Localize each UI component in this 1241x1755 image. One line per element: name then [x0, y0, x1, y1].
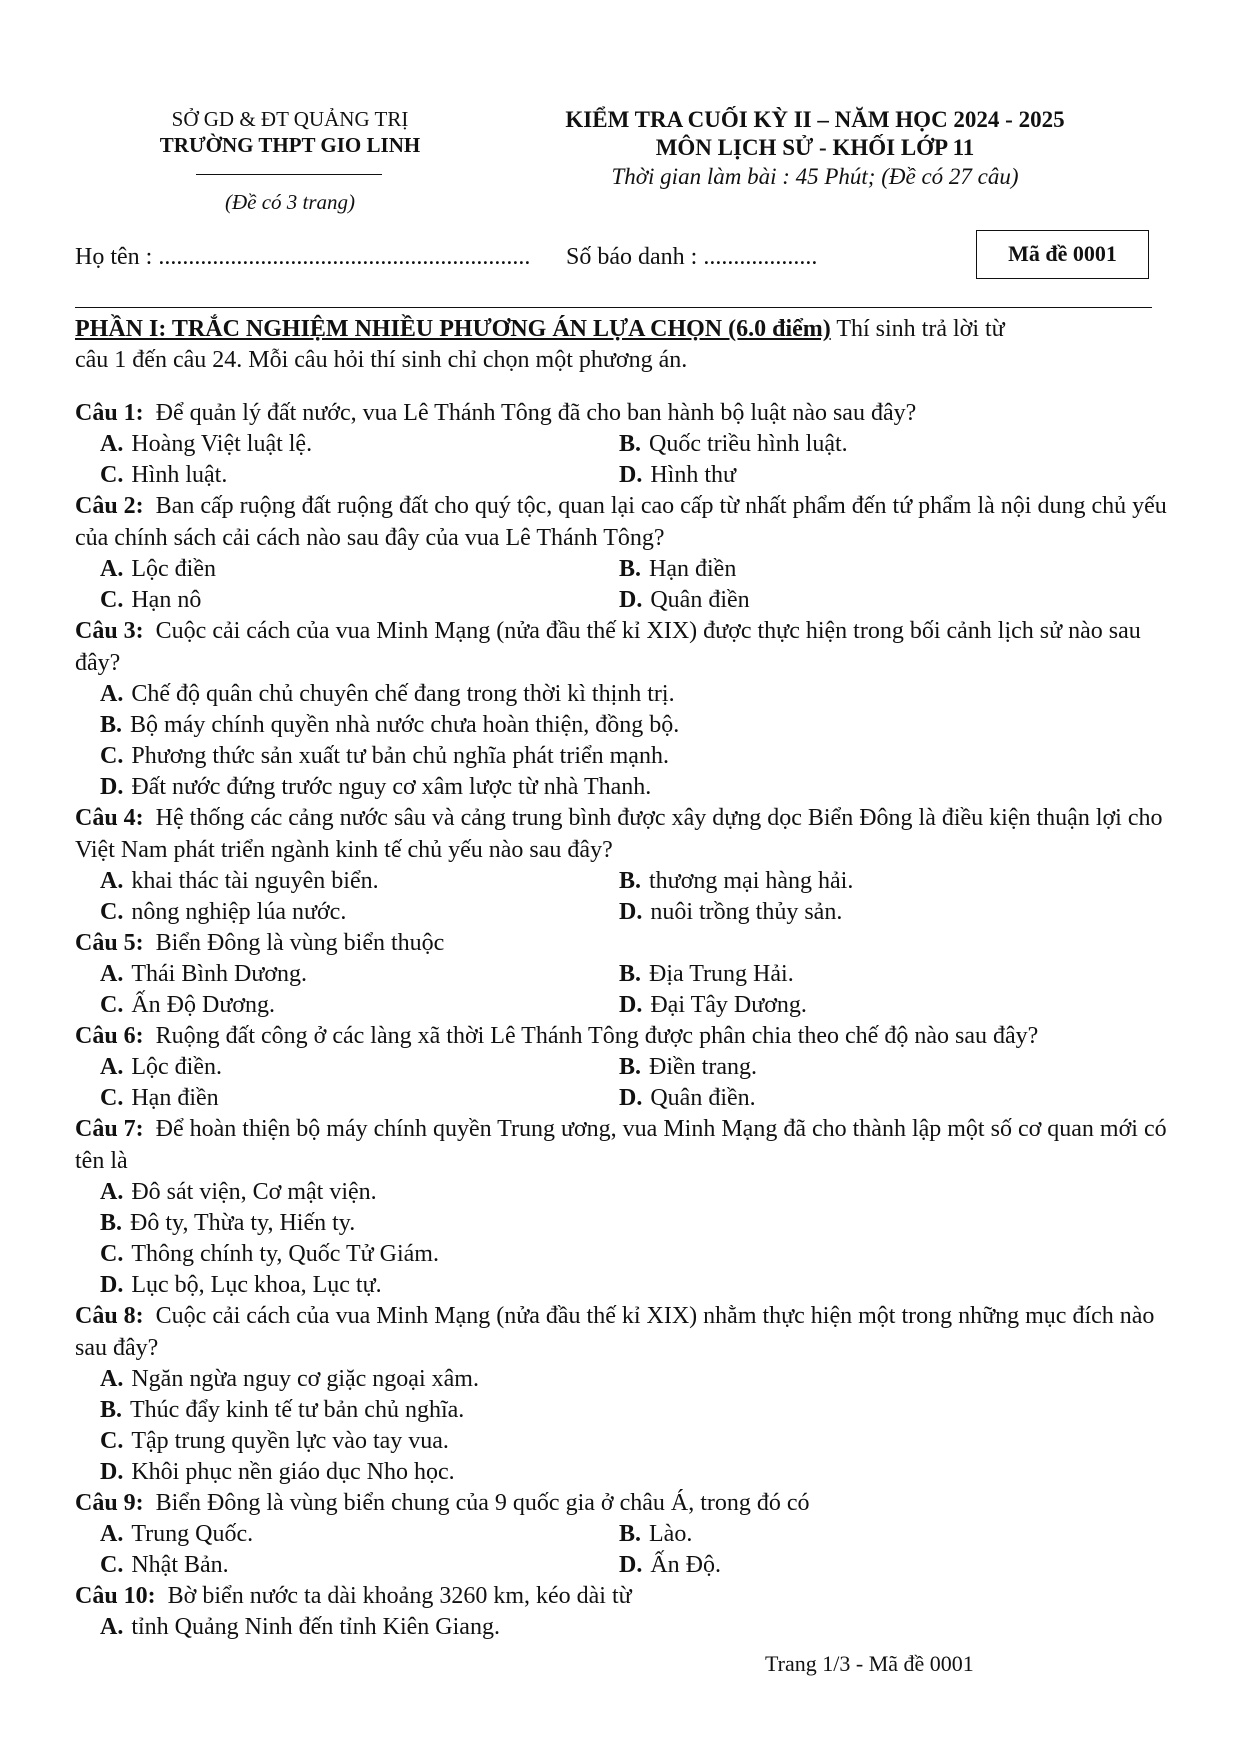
option-d: D. Đất nước đứng trước nguy cơ xâm lược từ nhà Thanh.: [100, 774, 652, 800]
question-text: Biển Đông là vùng biển chung của 9 quốc gia ở châu Á, trong đó có: [155, 1490, 810, 1516]
question-text: Để hoàn thiện bộ máy chính quyền Trung ương, vua Minh Mạng đã cho thành lập một số cơ quan mới có tên là: [75, 1116, 1167, 1174]
question-text: Để quản lý đất nước, vua Lê Thánh Tông đã cho ban hành bộ luật nào sau đây?: [155, 400, 917, 426]
option-a: A. Trung Quốc.: [100, 1521, 254, 1547]
question-1: [75, 398, 1170, 430]
pages-note: (Đề có 3 trang): [224, 190, 356, 214]
option-c: C. Thông chính ty, Quốc Tử Giám.: [100, 1241, 439, 1267]
question-label: Câu 6:: [75, 1023, 144, 1049]
option-b: B. Đô ty, Thừa ty, Hiến ty.: [100, 1210, 356, 1236]
option-c: C. Hạn nô: [100, 587, 202, 613]
option-d: D. Quân điền: [619, 587, 750, 613]
header-divider: [196, 174, 382, 175]
question-6: [75, 1021, 1170, 1053]
question-7: [75, 1114, 1170, 1177]
question-5: [75, 928, 1170, 960]
question-label: Câu 1:: [75, 400, 144, 426]
question-4: [75, 803, 1170, 866]
option-b: B. Điền trang.: [619, 1054, 757, 1080]
option-a: A. Lộc điền.: [100, 1054, 222, 1080]
question-label: Câu 5:: [75, 930, 144, 956]
option-b: B. Bộ máy chính quyền nhà nước chưa hoàn thiện, đồng bộ.: [100, 712, 680, 738]
question-10: [75, 1581, 1170, 1613]
option-c: C. Tập trung quyền lực vào tay vua.: [100, 1428, 449, 1454]
option-b: B. Quốc triều hình luật.: [619, 431, 848, 457]
exam-time-note: Thời gian làm bài : 45 Phút; (Đề có 27 câu): [611, 164, 1019, 189]
section-1-title: PHẦN I: TRẮC NGHIỆM NHIỀU PHƯƠNG ÁN LỰA CHỌN (6.0 điểm): [75, 316, 831, 342]
question-label: Câu 8:: [75, 1303, 144, 1329]
option-a: A. Ngăn ngừa nguy cơ giặc ngoại xâm.: [100, 1366, 479, 1392]
option-a: A. Hoàng Việt luật lệ.: [100, 431, 313, 457]
question-text: Cuộc cải cách của vua Minh Mạng (nửa đầu thế kỉ XIX) nhằm thực hiện một trong những mục đích nào sau đây?: [75, 1303, 1155, 1361]
exam-subject: MÔN LỊCH SỬ - KHỐI LỚP 11: [655, 135, 975, 160]
page-footer: Trang 1/3 - Mã đề 0001: [765, 1651, 974, 1676]
section-1-header: [75, 313, 1005, 345]
option-b: B. thương mại hàng hải.: [619, 868, 854, 894]
section-1-instruction-b: câu 1 đến câu 24. Mỗi câu hỏi thí sinh chỉ chọn một phương án.: [75, 347, 688, 373]
option-a: A. tỉnh Quảng Ninh đến tỉnh Kiên Giang.: [100, 1614, 500, 1640]
department-name: SỞ GD & ĐT QUẢNG TRỊ: [171, 107, 409, 131]
school-name: TRƯỜNG THPT GIO LINH: [159, 133, 421, 157]
option-c: C. Phương thức sản xuất tư bản chủ nghĩa phát triển mạnh.: [100, 743, 669, 769]
option-d: D. nuôi trồng thủy sản.: [619, 899, 843, 925]
option-b: B. Lào.: [619, 1521, 693, 1547]
option-a: A. Đô sát viện, Cơ mật viện.: [100, 1179, 377, 1205]
section-divider: [75, 307, 1152, 308]
student-name-field: Họ tên : ..............................................................: [75, 244, 531, 270]
option-c: C. nông nghiệp lúa nước.: [100, 899, 347, 925]
option-c: C. Hình luật.: [100, 462, 228, 488]
question-text: Cuộc cải cách của vua Minh Mạng (nửa đầu thế kỉ XIX) được thực hiện trong bối cảnh lịch sử nào sau đây?: [75, 618, 1141, 676]
option-b: B. Thúc đẩy kinh tế tư bản chủ nghĩa.: [100, 1397, 465, 1423]
option-a: A. Lộc điền: [100, 556, 216, 582]
question-text: Hệ thống các cảng nước sâu và cảng trung bình được xây dựng dọc Biển Đông là điều kiện thuận lợi cho Việt Nam phát triển ngành kinh tế chủ yếu nào sau đây?: [75, 805, 1163, 863]
question-text: Ruộng đất công ở các làng xã thời Lê Thánh Tông được phân chia theo chế độ nào sau đây?: [155, 1023, 1039, 1049]
option-c: C. Ấn Độ Dương.: [100, 992, 276, 1018]
question-2: [75, 491, 1170, 554]
question-8: [75, 1301, 1170, 1364]
exam-title: KIỂM TRA CUỐI KỲ II – NĂM HỌC 2024 - 2025: [565, 107, 1065, 132]
question-3: [75, 616, 1170, 679]
question-label: Câu 2:: [75, 493, 144, 519]
question-label: Câu 7:: [75, 1116, 144, 1142]
exam-code-box: Mã đề 0001: [976, 230, 1149, 279]
option-c: C. Nhật Bản.: [100, 1552, 229, 1578]
student-id-field: Số báo danh : ...................: [566, 244, 818, 270]
option-d: D. Quân điền.: [619, 1085, 756, 1111]
question-text: Ban cấp ruộng đất ruộng đất cho quý tộc, quan lại cao cấp từ nhất phẩm đến tứ phẩm là nội dung chủ yếu của chính sách cải cách nào sau đây của vua Lê Thánh Tông?: [75, 493, 1167, 551]
option-d: D. Hình thư: [619, 462, 737, 488]
option-d: D. Ấn Độ.: [619, 1552, 722, 1578]
option-a: A. khai thác tài nguyên biển.: [100, 868, 379, 894]
question-text: Biển Đông là vùng biển thuộc: [155, 930, 445, 956]
option-b: B. Hạn điền: [619, 556, 737, 582]
option-c: C. Hạn điền: [100, 1085, 219, 1111]
option-a: A. Chế độ quân chủ chuyên chế đang trong thời kì thịnh trị.: [100, 681, 675, 707]
option-d: D. Lục bộ, Lục khoa, Lục tự.: [100, 1272, 382, 1298]
question-label: Câu 9:: [75, 1490, 144, 1516]
question-9: [75, 1488, 1170, 1520]
question-label: Câu 10:: [75, 1583, 156, 1609]
option-d: D. Khôi phục nền giáo dục Nho học.: [100, 1459, 455, 1485]
question-label: Câu 3:: [75, 618, 144, 644]
question-text: Bờ biển nước ta dài khoảng 3260 km, kéo dài từ: [167, 1583, 632, 1609]
question-label: Câu 4:: [75, 805, 144, 831]
option-a: A. Thái Bình Dương.: [100, 961, 308, 987]
option-d: D. Đại Tây Dương.: [619, 992, 807, 1018]
option-b: B. Địa Trung Hải.: [619, 961, 794, 987]
section-1-instruction-a: Thí sinh trả lời từ: [830, 316, 1005, 342]
